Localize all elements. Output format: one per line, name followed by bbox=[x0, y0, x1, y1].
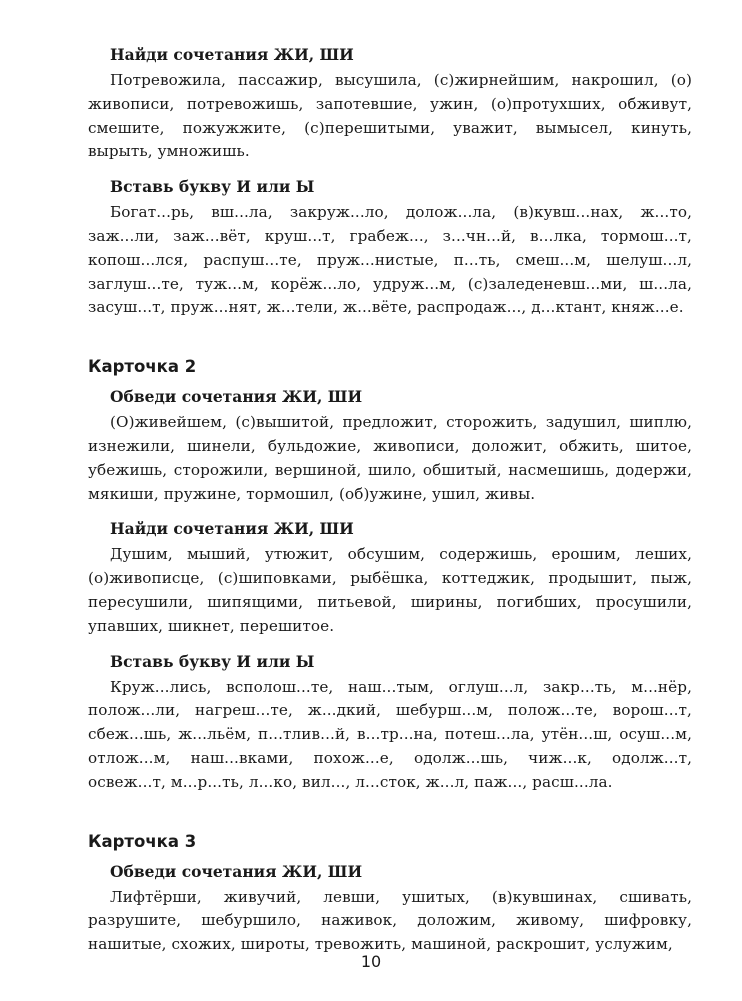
exercise-circle-zhi-shi bbox=[88, 386, 692, 506]
exercise-heading: Вставь букву И или Ы bbox=[110, 651, 315, 671]
exercise-insert-i-y bbox=[88, 176, 692, 320]
exercise-heading: Обведи сочетания ЖИ, ШИ bbox=[110, 861, 363, 881]
exercise-text: (О)живейшем, (с)вышитой, предложит, сторожить, задушил, шиплю, изнежили, шинели, бульдожие, живописи, доложит, обжить, шитое, убежишь, сторожили, вершиной, шило, обшитый, насмешишь, додержи, мякиши, пружине, тормошил, (об)ужине, ушил, живы. bbox=[88, 413, 692, 503]
exercise-insert-i-y bbox=[88, 651, 692, 795]
exercise-heading: Найди сочетания ЖИ, ШИ bbox=[110, 45, 354, 64]
exercise-find-zhi-shi bbox=[88, 44, 692, 164]
card-2 bbox=[88, 356, 692, 794]
exercise-text: Душим, мыший, утюжит, обсушим, содержишь, ерошим, леших, (о)живописце, (с)шиповками, рыбёшка, коттеджик, продышит, пыж, пересушили, шипящими, питьевой, ширины, погибших, просушили, упавших, шикнет, перешитое. bbox=[88, 545, 692, 635]
exercise-text: Богат...рь, вш...ла, закруж...ло, долож...ла, (в)кувш...нах, ж...то, заж...ли, заж...вёт, круш...т, грабеж..., з...чн...й, в...лка, тормош...т, копош...лся, распуш...те, пруж...нистые, п...ть, смеш...м, шелуш...л, заглуш...те, туж...м, корёж...ло, удруж...м, (с)заледеневш...ми, ш...ла, засуш...т, пруж...нят, ж...тели, ж...вёте, распродаж..., д...ктант, княж...е. bbox=[88, 203, 692, 317]
exercise-circle-zhi-shi bbox=[88, 861, 692, 957]
exercise-text: Круж...лись, всполош...те, наш...тым, оглуш...л, закр...ть, м...нёр, полож...ли, нагреш...те, ж...дкий, шебурш...м, полож...те, ворош...т, сбеж...шь, ж...льём, п...тлив...й, в...тр...на, потеш...ла, утён...ш, осуш...м, отлож...м, наш...вками, похож...е, одолж...шь, чиж...к, одолж...т, освеж...т, м...р...ть, л...ко, вил..., л...сток, ж...л, паж..., расш...ла. bbox=[88, 677, 692, 791]
exercise-heading: Найди сочетания ЖИ, ШИ bbox=[110, 519, 354, 539]
exercise-find-zhi-shi bbox=[88, 518, 692, 638]
exercise-text: Потревожила, пассажир, высушила, (с)жирнейшим, накрошил, (о) живописи, потревожишь, запотевшие, ужин, (о)протухших, обживут, смешите, пожужжите, (с)перешитыми, уважит, вымысел, кинуть, вырыть, умножишь. bbox=[88, 71, 692, 161]
exercise-text: Лифтёрши, живучий, левши, ушитых, (в)кувшинах, сшивать, разрушите, шебуршило, наживок, доложим, живому, шифровку, нашитые, схожих, широты, тревожить, машиной, раскрошит, услужим, bbox=[88, 887, 692, 954]
page-number: 10 bbox=[360, 952, 382, 971]
card-title: Карточка 3 bbox=[88, 831, 197, 851]
card-title: Карточка 2 bbox=[88, 357, 197, 377]
worksheet-page bbox=[88, 44, 692, 969]
card-3 bbox=[88, 831, 692, 957]
exercise-heading: Вставь букву И или Ы bbox=[110, 177, 315, 197]
exercise-heading: Обведи сочетания ЖИ, ШИ bbox=[110, 387, 363, 407]
